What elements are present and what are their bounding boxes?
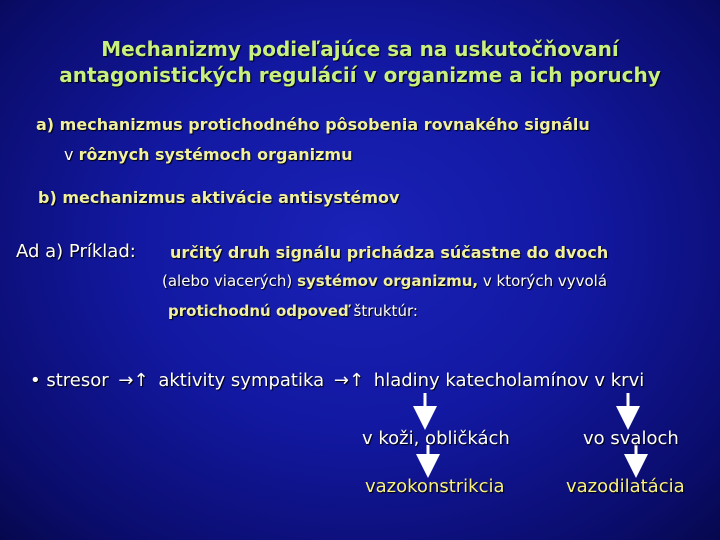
example-line2-pre: (alebo viacerých) (162, 272, 293, 290)
example-line3-post: štruktúr: (353, 302, 418, 320)
branch-muscle-effect: vazodilatácia (566, 476, 685, 497)
right-up-arrow-icon: →↑ (118, 370, 149, 391)
branch-skin-effect: vazokonstrikcia (365, 476, 505, 497)
point-a-line1: a) mechanizmus protichodného pôsobenia rovnakého signálu (36, 115, 590, 134)
right-up-arrow-icon: →↑ (333, 370, 365, 391)
example-line3-bold: protichodnú odpoveď (168, 302, 349, 320)
slide-title-line1: Mechanizmy podieľajúce sa na uskutočňovaní (101, 37, 619, 61)
example-line1: určitý druh signálu prichádza súčastne do dvoch (170, 243, 609, 262)
example-line2-post: v ktorých vyvolá (482, 272, 608, 290)
point-b-prefix: b) mechanizmus (38, 188, 186, 207)
example-line2-bold: systémov organizmu, (297, 272, 479, 290)
slide-title-line2: antagonistických regulácií v organizme a ich poruchy (59, 63, 661, 87)
branch-muscle-label: vo svaloch (583, 428, 679, 449)
chain-stresor: stresor (46, 370, 109, 391)
chain-aktivity: aktivity sympatika (158, 370, 325, 391)
branch-skin-label: v koži, obličkách (362, 428, 510, 449)
point-a-prefix: v (64, 145, 74, 164)
chain-hladiny: hladiny katecholamínov v krvi (373, 370, 645, 391)
point-a-rest: rôznych systémoch organizmu (78, 145, 353, 164)
bullet: • (30, 370, 41, 391)
point-b-rest: aktivácie antisystémov (190, 188, 400, 207)
example-label: Ad a) Príklad: (16, 241, 136, 262)
